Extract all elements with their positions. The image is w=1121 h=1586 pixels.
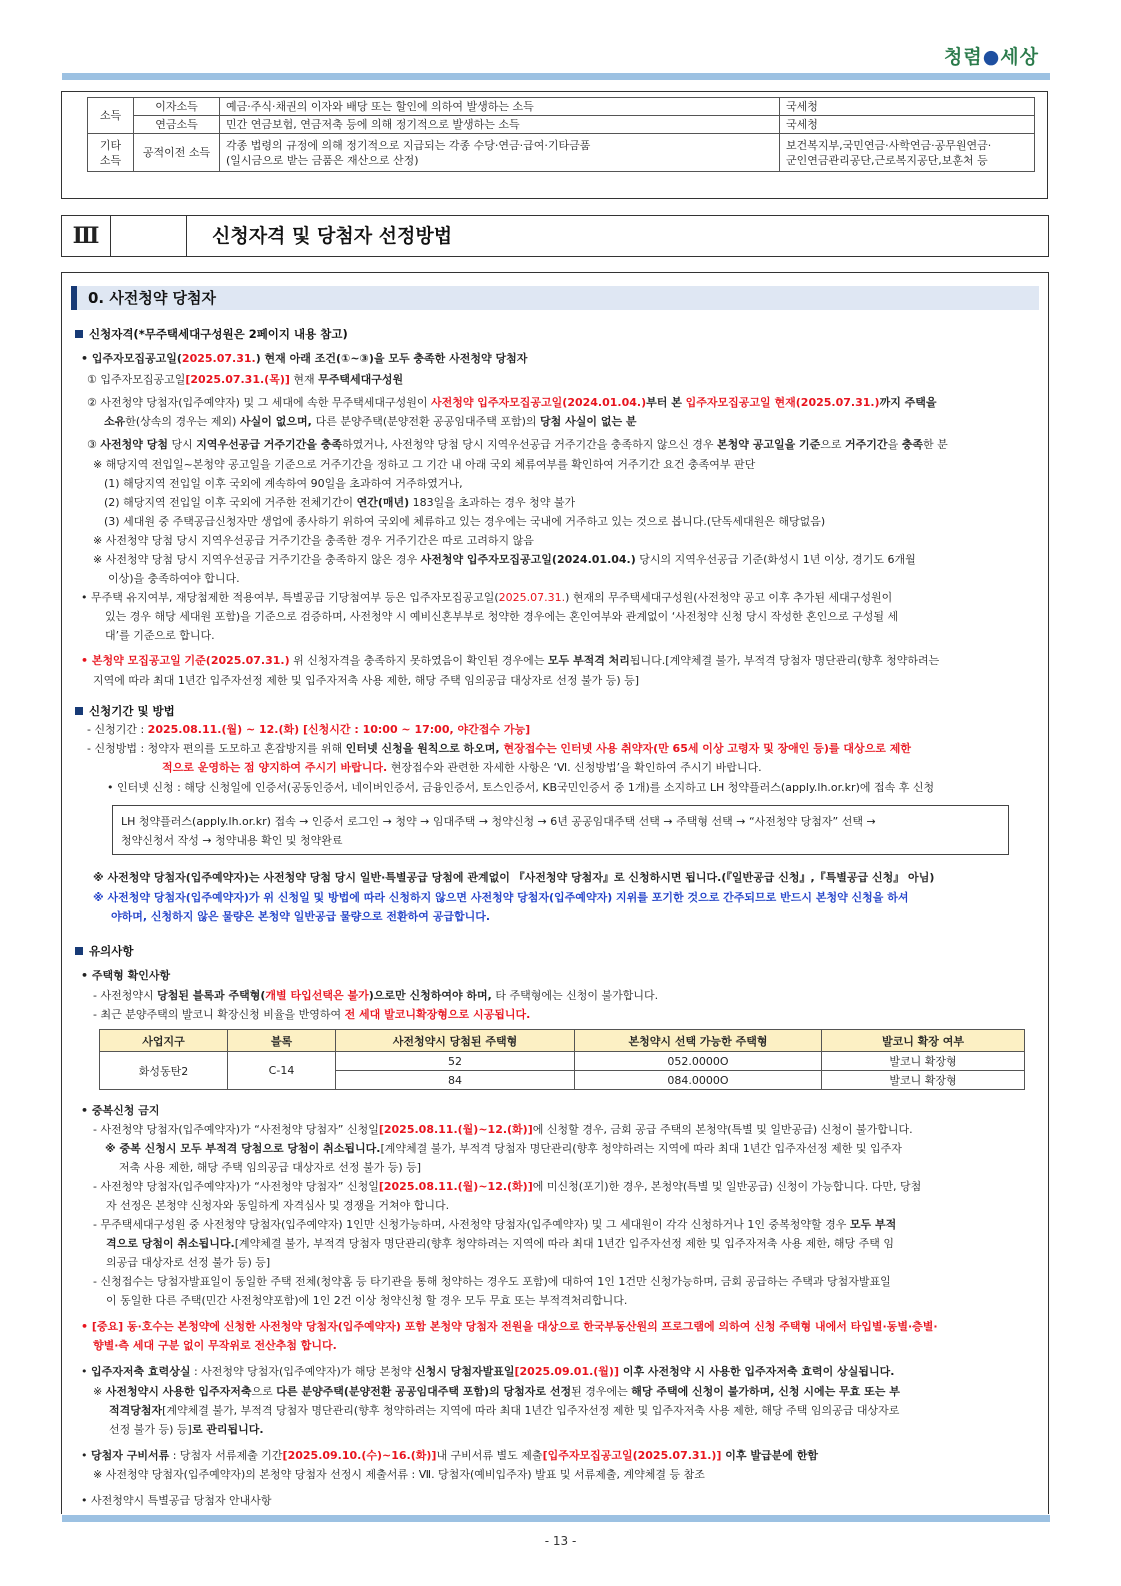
apply-steps: LH 청약플러스(apply.lh.or.kr) 접속 → 인증서 로그인 → 청약 → 임대주택 → 청약신청 → 6년 공공임대주택 선택 → 주택형 선택 → “사전청약 당첨자” 선택 →	[121, 815, 876, 828]
table-row: 화성동탄2 C-14 52 052.0000O 발코니 확장형	[100, 1052, 1025, 1071]
notes-heading: 유의사항	[75, 943, 133, 959]
note: 지역에 따라 최대 1년간 입주자선정 제한 및 입주자저축 사용 제한, 해당 주택 임의공급 대상자로 선정 불가 등) 등]	[93, 674, 640, 687]
income-agency: 국세청	[780, 116, 1035, 134]
square-bullet-icon	[75, 947, 83, 955]
top-rule	[62, 73, 1050, 80]
note: • 입주자저축 효력상실 : 사전청약 당첨자(입주예약자)가 해당 본청약 신청시 당첨자발표일[2025.09.01.(월)] 이후 사전청약 시 사용한 입주자저축 효력이 상실됩니다.	[81, 1365, 895, 1378]
note: 선정 불가 등) 등]로 관리됩니다.	[109, 1423, 264, 1436]
note: ※ 사전청약 당첨 당시 지역우선공급 거주기간을 충족한 경우 거주기간은 따로 고려하지 않음	[93, 534, 534, 547]
income-group: 소득	[88, 98, 134, 134]
income-desc: 민간 연금보험, 연금저축 등에 의해 정기적으로 발생하는 소득	[220, 116, 780, 134]
note: (3) 세대원 중 주택공급신청자만 생업에 종사하기 위하여 국외에 체류하고 있는 경우에는 국내에 거주하고 있는 것으로 봅니다.(단독세대원은 해당없음)	[104, 515, 826, 528]
note: • 무주택 유지여부, 재당첨제한 적용여부, 특별공급 기당첨여부 등은 입주자모집공고일(2025.07.31.) 현재의 무주택세대구성원(사전청약 공고 이후 추가된 세대구성원이	[81, 591, 893, 604]
section-header	[61, 215, 1049, 257]
note: ※ 사전청약 당첨자(입주예약자)의 본청약 당첨자 선정시 제출서류 : Ⅶ. 당첨자(예비입주자) 발표 및 서류제출, 계약체결 등 참조	[93, 1468, 705, 1481]
income-desc: 예금·주식·채권의 이자와 배당 또는 할인에 의하여 발생하는 소득	[220, 98, 780, 116]
square-bullet-icon	[75, 707, 83, 715]
square-bullet-icon	[75, 330, 83, 338]
note: - 사전청약 당첨자(입주예약자)가 “사전청약 당첨자” 신청일[2025.08.11.(월)~12.(화)]에 신청할 경우, 금회 공급 주택의 본청약(특별 및 일반공급) 신청이 불가합니다.	[93, 1123, 913, 1136]
note: ※ 해당지역 전입일~본청약 공고일을 기준으로 거주기간을 정하고 그 기간 내 아래 국외 체류여부를 확인하여 거주기간 요건 충족여부 판단	[93, 458, 756, 471]
note: 이 동일한 다른 주택(민간 사전청약포함)에 1인 2건 이상 청약신청 할 경우 모두 무효 또는 부적격처리합니다.	[106, 1294, 628, 1307]
note: • 본청약 모집공고일 기준(2025.07.31.) 위 신청자격을 충족하지 못하였음이 확인된 경우에는 모두 부적격 처리됩니다.[계약체결 불가, 부적격 당첨자 명단관리(향후 청약하려는	[81, 654, 940, 667]
note: (2) 해당지역 전입일 이후 국외에 거주한 전체기간이 연간(매년) 183일을 초과하는 경우 청약 불가	[104, 496, 576, 509]
note: 있는 경우 해당 세대원 포함)을 기준으로 검증하며, 사전청약 시 예비신혼부부로 청약한 경우에는 혼인여부와 관계없이 ‘사전청약 신청 당시 작성한 혼인으로 구성될 세	[105, 610, 899, 623]
block-cell: C-14	[228, 1052, 336, 1090]
apply-steps: 청약신청서 작성 → 청약내용 확인 및 청약완료	[121, 834, 343, 847]
income-desc: 각종 법령의 규정에 의해 정기적으로 지급되는 각종 수당·연금·급여·기타금품 (일시금으로 받는 금품은 재산으로 산정)	[220, 134, 780, 172]
bottom-rule	[62, 1515, 1050, 1522]
condition-2: ② 사전청약 당첨자(입주예약자) 및 그 세대에 속한 무주택세대구성원이 사전청약 입주자모집공고일(2024.01.04.)부터 본 입주자모집공고일 현재(2025.07.31.)까지 주택을	[87, 396, 937, 409]
section-title: 신청자격 및 당첨자 선정방법	[212, 225, 453, 247]
note-title: • 중복신청 금지	[81, 1104, 160, 1117]
condition-1: ① 입주자모집공고일[2025.07.31.(목)] 현재 무주택세대구성원	[87, 373, 404, 386]
note: - 무주택세대구성원 중 사전청약 당첨자(입주예약자) 1인만 신청가능하며, 사전청약 당첨자(입주예약자) 및 그 세대원이 각각 신청하거나 1인 중복청약할 경우 모두 부적	[93, 1218, 897, 1231]
note: 대’를 기준으로 합니다.	[105, 629, 215, 642]
income-agency: 보건복지부,국민연금·사학연금·공무원연금· 군인연금관리공단,근로복지공단,보훈처 등	[780, 134, 1035, 172]
qualification-heading: 신청자격(*무주택세대구성원은 2페이지 내용 참고)	[75, 326, 348, 342]
note: 의공급 대상자로 선정 불가 등) 등]	[106, 1256, 271, 1269]
district-cell: 화성동탄2	[100, 1052, 228, 1090]
unit-type-table	[99, 1029, 1025, 1090]
warning: 야하며, 신청하지 않은 물량은 본청약 일반공급 물량으로 전환하여 공급합니다.	[111, 910, 491, 923]
internet-apply: • 인터넷 신청 : 해당 신청일에 인증서(공동인증서, 네이버인증서, 금융인증서, 토스인증서, KB국민인증서 중 1개)를 소지하고 LH 청약플러스(apply.lh.or.kr)에 접속 후 신청	[107, 781, 935, 794]
apply-method: - 신청방법 : 청약자 편의를 도모하고 혼잡방지를 위해 인터넷 신청을 원칙으로 하오며, 현장접수는 인터넷 사용 취약자(만 65세 이상 고령자 및 장애인 등)를 대상으로 제한	[87, 742, 911, 755]
condition-2-cont: 소유한(상속의 경우는 제외) 사실이 없으며, 다른 분양주택(분양전환 공공임대주택 포함)의 당첨 사실이 없는 분	[104, 415, 637, 428]
apply-period: - 신청기간 : 2025.08.11.(월) ~ 12.(화) [신청시간 : 10:00 ~ 17:00, 야간접수 가능]	[87, 723, 531, 736]
note: • 사전청약시 특별공급 당첨자 안내사항	[81, 1494, 272, 1507]
table-row	[88, 98, 1035, 116]
note: 이상)을 충족하여야 합니다.	[108, 572, 240, 585]
income-type: 공적이전 소득	[134, 134, 220, 172]
income-agency: 국세청	[780, 98, 1035, 116]
condition-3: ③ 사전청약 당첨 당시 지역우선공급 거주기간을 충족하였거나, 사전청약 당첨 당시 지역우선공급 거주기간을 충족하지 않으신 경우 본청약 공고일을 기준으로 거주기간을 충족한 분	[87, 438, 948, 451]
note: ※ 사전청약 당첨 당시 지역우선공급 거주기간을 충족하지 않은 경우 사전청약 입주자모집공고일(2024.01.04.) 당시의 지역우선공급 기준(화성시 1년 이상, 경기도 6개월	[93, 553, 916, 566]
table-header-row: 사업지구 블록 사전청약시 당첨된 주택형 본청약시 선택 가능한 주택형 발코니 확장 여부	[100, 1030, 1025, 1052]
income-type: 연금소득	[134, 116, 220, 134]
note: - 최근 분양주택의 발코니 확장신청 비율을 반영하여 전 세대 발코니확장형으로 시공됩니다.	[93, 1008, 531, 1021]
note: 격으로 당첨이 취소됩니다.[계약체결 불가, 부적격 당첨자 명단관리(향후 청약하려는 지역에 따라 최대 1년간 입주자선정 제한 및 입주자저축 사용 제한, 해당 주택 임	[106, 1237, 895, 1250]
income-type: 이자소득	[134, 98, 220, 116]
note: ※ 중복 신청시 모두 부적격 당첨으로 당첨이 취소됩니다.[계약체결 불가, 부적격 당첨자 명단관리(향후 청약하려는 지역에 따라 최대 1년간 입주자선정 제한 및 입주자	[105, 1142, 902, 1155]
income-table-box	[61, 91, 1048, 199]
note: ※ 사전청약시 사용한 입주자저축으로 다른 분양주택(분양전환 공공임대주택 포함)의 당첨자로 선정된 경우에는 해당 주택에 신청이 불가하며, 신청 시에는 무효 또는 부	[93, 1385, 900, 1398]
note: • 당첨자 구비서류 : 당첨자 서류제출 기간[2025.09.10.(수)~16.(화)]내 구비서류 별도 제출[입주자모집공고일(2025.07.31.)] 이후 발급분에 한함	[81, 1449, 818, 1462]
integrity-logo: 청렴●세상	[943, 46, 1039, 68]
note: - 신청접수는 당첨자발표일이 동일한 주택 전체(청약홈 등 타기관을 통해 청약하는 경우도 포함)에 대하여 1인 1건만 신청가능하며, 금회 공급하는 주택과 당첨자발표일	[93, 1275, 891, 1288]
note: - 사전청약시 당첨된 블록과 주택형(개별 타입선택은 불가)으로만 신청하여야 하며, 타 주택형에는 신청이 불가합니다.	[93, 989, 659, 1002]
important-note: 향별·측 세대 구분 없이 무작위로 전산추첨 합니다.	[93, 1339, 337, 1352]
note: (1) 해당지역 전입일 이후 국외에 계속하여 90일을 초과하여 거주하였거나,	[104, 477, 463, 490]
income-group: 기타 소득	[88, 134, 134, 172]
period-heading: 신청기간 및 방법	[75, 703, 175, 719]
note: 자 선정은 본청약 신청자와 동일하게 자격심사 및 경쟁을 거쳐야 합니다.	[106, 1199, 450, 1212]
table-row	[88, 134, 1035, 172]
qual-intro: • 입주자모집공고일(2025.07.31.) 현재 아래 조건(①~③)을 모두 충족한 사전청약 당첨자	[81, 352, 528, 365]
subsection-title: 0. 사전청약 당첨자	[88, 289, 217, 307]
table-row: 84 084.0000O 발코니 확장형	[100, 1071, 1025, 1090]
table-row	[88, 116, 1035, 134]
income-table	[87, 97, 1035, 172]
section-number: Ⅲ	[62, 216, 111, 256]
apply-steps-box	[112, 805, 1009, 855]
warning: ※ 사전청약 당첨자(입주예약자)는 사전청약 당첨 당시 일반·특별공급 당첨에 관계없이 『사전청약 당첨자』로 신청하시면 됩니다.(『일반공급 신청』,『특별공급 신청』 아님)	[93, 871, 935, 884]
note: 저축 사용 제한, 해당 주택 임의공급 대상자로 선정 불가 등) 등]	[119, 1161, 422, 1174]
apply-method-cont: 적으로 운영하는 점 양지하여 주시기 바랍니다. 현장접수와 관련한 자세한 사항은 ‘Ⅵ. 신청방법’을 확인하여 주시기 바랍니다.	[162, 761, 762, 774]
note: 적격당첨자[계약체결 불가, 부적격 당첨자 명단관리(향후 청약하려는 지역에 따라 최대 1년간 입주자선정 제한 및 입주자저축 사용 제한, 해당 주택 임의공급 대상자로	[109, 1404, 900, 1417]
subsection-header	[71, 286, 1039, 310]
warning: ※ 사전청약 당첨자(입주예약자)가 위 신청일 및 방법에 따라 신청하지 않으면 사전청약 당첨자(입주예약자) 지위를 포기한 것으로 간주되므로 반드시 본청약 신청을 하셔	[93, 891, 909, 904]
note-title: • 주택형 확인사항	[81, 969, 171, 982]
important-note: • [중요] 동·호수는 본청약에 신청한 사전청약 당첨자(입주예약자) 포함 본청약 당첨자 전원을 대상으로 한국부동산원의 프로그램에 의하여 신청 주택형 내에서 타입별·동별·층별·	[81, 1320, 938, 1333]
content-box	[61, 272, 1049, 1514]
page-number: - 13 -	[544, 1534, 577, 1548]
note: - 사전청약 당첨자(입주예약자)가 “사전청약 당첨자” 신청일[2025.08.11.(월)~12.(화)]에 미신청(포기)한 경우, 본청약(특별 및 일반공급) 신청이 가능합니다. 다만, 당첨	[93, 1180, 922, 1193]
